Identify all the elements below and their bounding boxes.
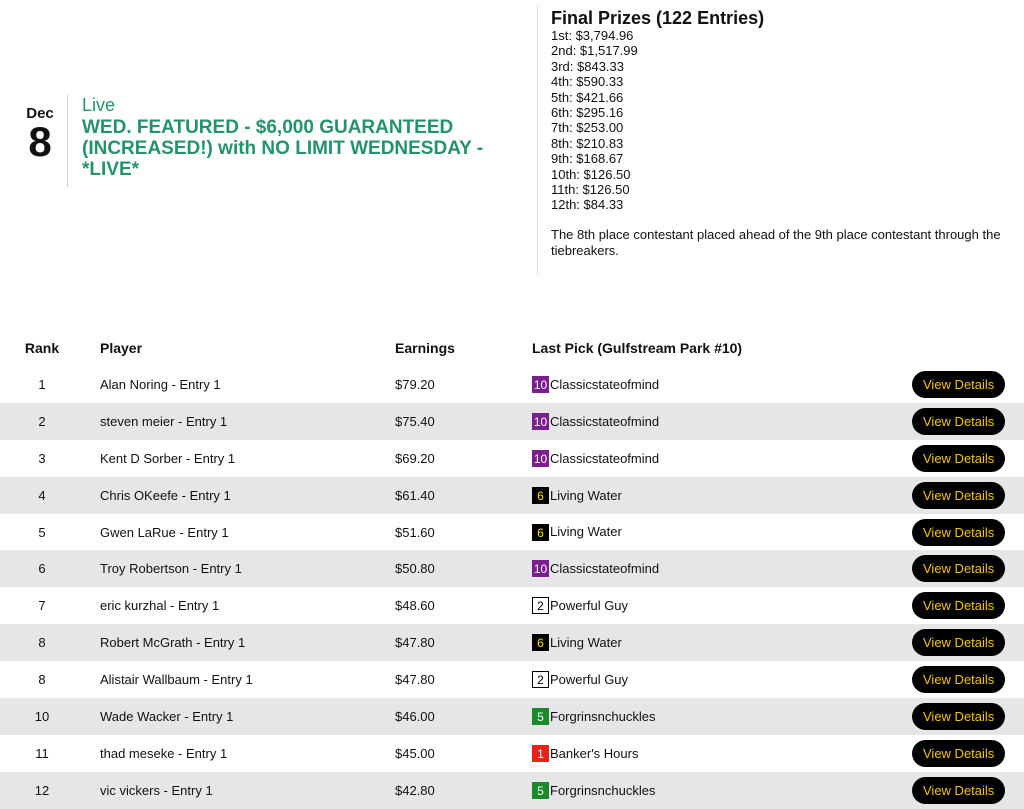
actions-cell — [912, 366, 1024, 403]
view-details-button[interactable]: View Details — [912, 777, 1005, 804]
horse-name: Classicstateofmind — [550, 376, 660, 392]
prize-item: 12th: $84.33 — [551, 197, 624, 213]
rank-cell: 8 — [0, 624, 84, 661]
post-number-badge: 10 — [533, 562, 548, 577]
prize-list — [551, 28, 1011, 213]
actions-cell — [912, 735, 1024, 772]
post-number-badge: 5 — [532, 708, 549, 725]
table-row — [0, 477, 1024, 514]
last-pick-cell — [520, 514, 912, 551]
rank-cell: 5 — [38, 524, 46, 540]
view-details-button[interactable]: View Details — [912, 592, 1005, 619]
earnings-cell: $75.40 — [380, 403, 520, 440]
horse-name: Powerful Guy — [550, 672, 629, 688]
rank-cell: 3 — [38, 450, 46, 466]
horse-name: Living Water — [550, 635, 622, 651]
table-row — [0, 624, 1024, 661]
prize-item: 11th: $126.50 — [551, 182, 630, 198]
view-details-button[interactable]: View Details — [912, 519, 1005, 546]
post-number-badge: 10 — [533, 451, 548, 466]
post-number-badge: 10 — [533, 414, 548, 429]
horse-name: Forgrinsnchuckles — [550, 708, 656, 724]
player-cell: Wade Wacker - Entry 1 — [84, 698, 380, 735]
table-header-row — [0, 330, 1024, 366]
actions-cell — [912, 403, 1024, 440]
last-pick-cell — [520, 366, 912, 403]
last-pick-cell — [520, 735, 912, 772]
post-number-badge: 1 — [532, 745, 549, 762]
horse-name: Banker's Hours — [550, 745, 639, 761]
player-cell: Chris OKeefe - Entry 1 — [84, 477, 380, 514]
actions-cell — [912, 661, 1024, 698]
prize-item: 10th: $126.50 — [551, 166, 631, 182]
view-details-button[interactable]: View Details — [912, 371, 1005, 398]
rank-cell: 1 — [38, 376, 46, 392]
view-details-button[interactable]: View Details — [912, 408, 1005, 435]
earnings-cell: $50.80 — [380, 550, 520, 587]
divider — [67, 95, 68, 187]
post-number-badge: 6 — [532, 487, 549, 504]
earnings-cell: $48.60 — [395, 598, 435, 614]
prize-item: 3rd: $843.33 — [551, 58, 625, 74]
post-number-badge: 2 — [532, 597, 549, 614]
last-pick-cell — [520, 661, 912, 698]
earnings-cell: $45.00 — [395, 745, 435, 761]
horse-name: Living Water — [550, 524, 622, 540]
last-pick-cell — [520, 772, 912, 809]
event-title[interactable]: WED. FEATURED - $6,000 GUARANTEED (INCREASED!) with NO LIMIT WEDNESDAY - *LIVE* — [82, 117, 484, 180]
player-cell: eric kurzhal - Entry 1 — [100, 598, 220, 614]
earnings-cell: $79.20 — [395, 376, 435, 392]
table-row — [0, 403, 1024, 440]
rank-cell: 2 — [0, 403, 84, 440]
earnings-cell: $46.00 — [380, 698, 520, 735]
last-pick-cell — [520, 477, 912, 514]
last-pick-cell — [520, 440, 912, 477]
prizes-panel — [551, 8, 1011, 259]
player-cell: Gwen LaRue - Entry 1 — [100, 524, 229, 540]
player-cell: steven meier - Entry 1 — [84, 403, 380, 440]
horse-name: Powerful Guy — [550, 598, 629, 614]
rank-cell: 7 — [38, 598, 46, 614]
earnings-cell: $47.80 — [395, 672, 435, 688]
actions-header — [912, 330, 1024, 366]
prize-item: 7th: $253.00 — [551, 120, 624, 136]
divider — [537, 5, 538, 275]
prize-item: 5th: $421.66 — [551, 89, 624, 105]
prize-item: 6th: $295.16 — [551, 105, 624, 121]
earnings-cell: $51.60 — [395, 524, 435, 540]
event-date — [22, 105, 58, 165]
last-pick-cell — [520, 403, 912, 440]
last-pick-cell — [520, 624, 912, 661]
actions-cell — [912, 772, 1024, 809]
prizes-heading: Final Prizes (122 Entries) — [551, 8, 765, 28]
player-cell: Troy Robertson - Entry 1 — [84, 550, 380, 587]
earnings-cell: $47.80 — [380, 624, 520, 661]
prize-item: 9th: $168.67 — [551, 151, 624, 167]
prize-item: 8th: $210.83 — [551, 135, 624, 151]
rank-cell: 12 — [0, 772, 84, 809]
rank-cell: 4 — [0, 477, 84, 514]
view-details-button[interactable]: View Details — [912, 740, 1005, 767]
rank-cell: 11 — [35, 745, 49, 761]
last-pick-cell — [520, 550, 912, 587]
player-cell: thad meseke - Entry 1 — [100, 745, 228, 761]
actions-cell — [912, 698, 1024, 735]
actions-cell — [912, 440, 1024, 477]
tiebreak-note: The 8th place contestant placed ahead of the 9th place contestant through the tiebreakers. — [551, 226, 1001, 258]
post-number-badge: 10 — [533, 377, 548, 392]
horse-name: Classicstateofmind — [550, 450, 660, 466]
player-cell: Alan Noring - Entry 1 — [100, 376, 221, 392]
table-row — [0, 440, 1024, 477]
player-cell: Kent D Sorber - Entry 1 — [100, 450, 236, 466]
view-details-button[interactable]: View Details — [912, 629, 1005, 656]
view-details-button[interactable]: View Details — [912, 482, 1005, 509]
table-row — [0, 366, 1024, 403]
view-details-button[interactable]: View Details — [912, 703, 1005, 730]
post-number-badge: 6 — [532, 634, 549, 651]
player-cell: Robert McGrath - Entry 1 — [84, 624, 380, 661]
rank-header: Rank — [24, 340, 60, 356]
rank-cell: 10 — [0, 698, 84, 735]
last-pick-cell — [520, 698, 912, 735]
table-row — [0, 587, 1024, 624]
horse-name: Living Water — [550, 487, 622, 503]
table-row — [0, 772, 1024, 809]
prize-item: 4th: $590.33 — [551, 74, 624, 90]
actions-cell — [912, 477, 1024, 514]
post-number-badge: 2 — [532, 671, 549, 688]
earnings-cell: $69.20 — [395, 450, 435, 466]
view-details-button[interactable]: View Details — [912, 666, 1005, 693]
earnings-cell: $61.40 — [380, 477, 520, 514]
table-row — [0, 661, 1024, 698]
post-number-badge: 6 — [532, 524, 549, 541]
post-number-badge: 5 — [532, 782, 549, 799]
last-pick-cell — [520, 587, 912, 624]
last-pick-header: Last Pick (Gulfstream Park #10) — [532, 340, 743, 356]
actions-cell — [912, 514, 1024, 551]
event-day: 8 — [28, 118, 52, 165]
prize-item: 1st: $3,794.96 — [551, 28, 634, 43]
player-cell: Alistair Wallbaum - Entry 1 — [100, 672, 253, 688]
horse-name: Forgrinsnchuckles — [550, 782, 656, 798]
view-details-button[interactable]: View Details — [912, 555, 1005, 582]
actions-cell — [912, 550, 1024, 587]
actions-cell — [912, 624, 1024, 661]
rank-cell: 6 — [0, 550, 84, 587]
event-header — [0, 0, 1024, 300]
event-info — [82, 95, 522, 180]
table-row — [0, 550, 1024, 587]
horse-name: Classicstateofmind — [550, 561, 660, 577]
earnings-header: Earnings — [395, 340, 455, 356]
player-header: Player — [100, 340, 143, 356]
leaderboard-table — [0, 330, 1024, 809]
prize-item: 2nd: $1,517.99 — [551, 43, 638, 59]
table-row — [0, 698, 1024, 735]
event-status: Live — [82, 95, 116, 115]
event-month: Dec — [26, 105, 54, 122]
actions-cell — [912, 587, 1024, 624]
player-cell: vic vickers - Entry 1 — [84, 772, 380, 809]
horse-name: Classicstateofmind — [550, 413, 660, 429]
rank-cell: 8 — [38, 672, 46, 688]
earnings-cell: $42.80 — [380, 772, 520, 809]
table-row — [0, 735, 1024, 772]
table-row — [0, 514, 1024, 551]
view-details-button[interactable]: View Details — [912, 445, 1005, 472]
